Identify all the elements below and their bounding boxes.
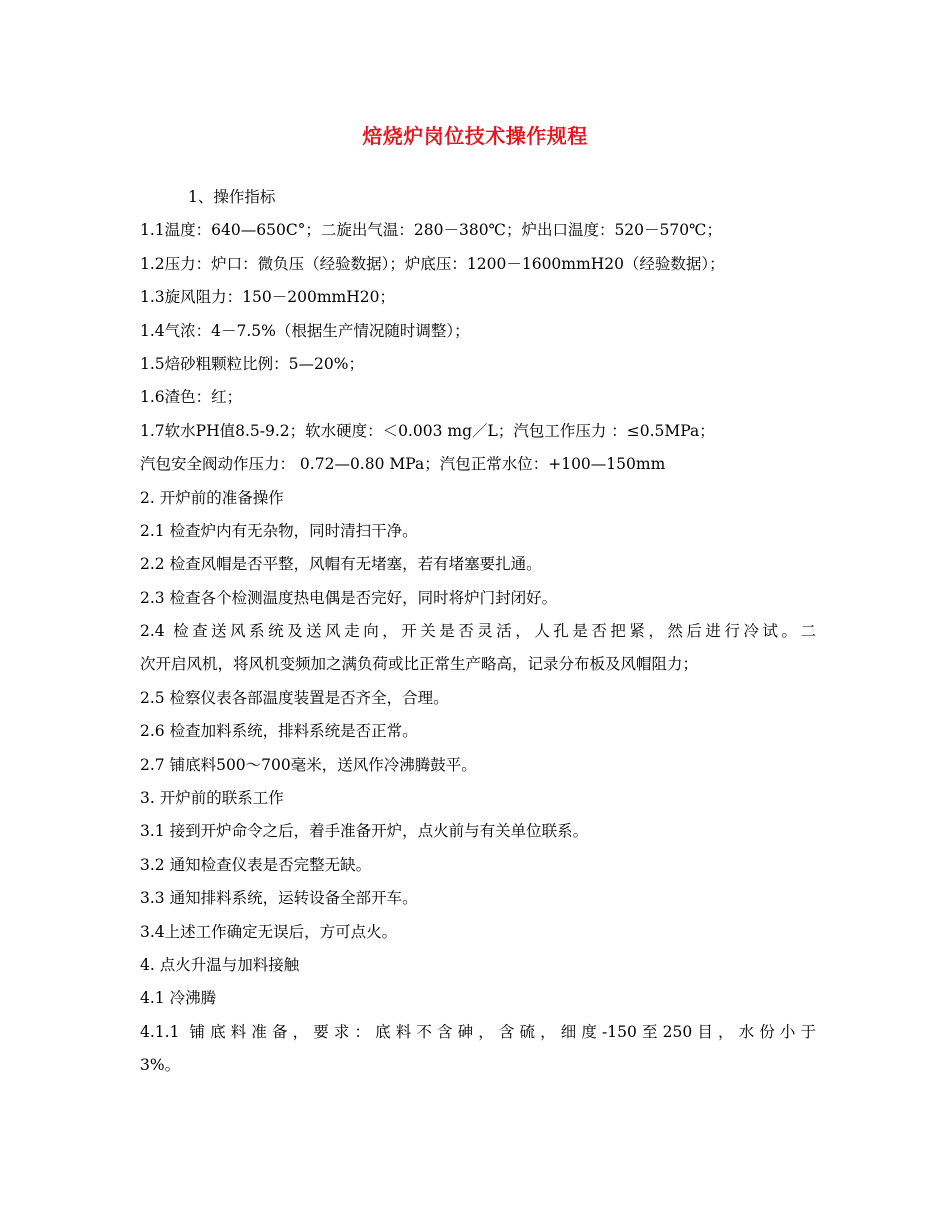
text-line: 4.1.1 铺底料准备，要求：底料不含砷，含硫，细度-150至250目，水份小于	[140, 1022, 816, 1041]
section-heading: 3. 开炉前的联系工作	[140, 789, 284, 808]
text-line: 2.4 检查送风系统及送风走向，开关是否灵活，人孔是否把紧，然后进行冷试。二	[140, 622, 816, 641]
document-body	[140, 181, 816, 1083]
text-line: 2.2 检查风帽是否平整，风帽有无堵塞，若有堵塞要扎通。	[140, 555, 542, 574]
text-line: 3.2 通知检查仪表是否完整无缺。	[140, 855, 372, 874]
text-line: 2.5 检察仪表各部温度装置是否齐全，合理。	[140, 688, 449, 707]
text-line: 次开启风机，将风机变频加之满负荷或比正常生产略高，记录分布板及风帽阻力；	[140, 655, 699, 674]
text-line: 4.1 冷沸腾	[140, 989, 217, 1008]
text-line: 2.1 检查炉内有无杂物，同时清扫干净。	[140, 521, 418, 540]
text-line: 1.3旋风阻力：150－200mmH20；	[140, 288, 395, 307]
section-heading: 1、操作指标	[188, 188, 276, 206]
text-line: 汽包安全阀动作压力： 0.72—0.80 MPa；汽包正常水位：+100—150mm	[140, 455, 666, 474]
text-line: 1.1温度：640—650C°；二旋出气温：280－380℃；炉出口温度：520－570℃；	[140, 221, 722, 240]
text-line: 1.2压力：炉口：微负压（经验数据）；炉底压：1200－1600mmH20（经验数据）；	[140, 254, 725, 273]
text-line: 2.6 检查加料系统，排料系统是否正常。	[140, 722, 418, 741]
section-heading: 4. 点火升温与加料接触	[140, 955, 300, 974]
text-line: 2.3 检查各个检测温度热电偶是否完好，同时将炉门封闭好。	[140, 588, 558, 607]
text-line: 1.7软水PH值8.5-9.2；软水硬度：＜0.003 mg／L；汽包工作压力 ：≤0.5MPa；	[140, 421, 715, 440]
text-line: 3.3 通知排料系统，运转设备全部开车。	[140, 889, 418, 908]
text-line: 1.6渣色：红；	[140, 388, 243, 407]
text-line: 1.5焙砂粗颗粒比例：5—20%；	[140, 354, 364, 373]
text-line: 1.4气浓：4－7.5%（根据生产情况随时调整）；	[140, 321, 470, 340]
text-line: 3.4上述工作确定无误后，方可点火。	[140, 922, 398, 941]
text-line: 3%。	[140, 1056, 181, 1075]
document-title: 焙烧炉岗位技术操作规程	[362, 124, 588, 148]
text-line: 2.7 铺底料500～700毫米，送风作冷沸腾鼓平。	[140, 755, 477, 774]
section-heading: 2. 开炉前的准备操作	[140, 488, 284, 507]
text-line: 3.1 接到开炉命令之后，着手准备开炉，点火前与有关单位联系。	[140, 822, 589, 841]
